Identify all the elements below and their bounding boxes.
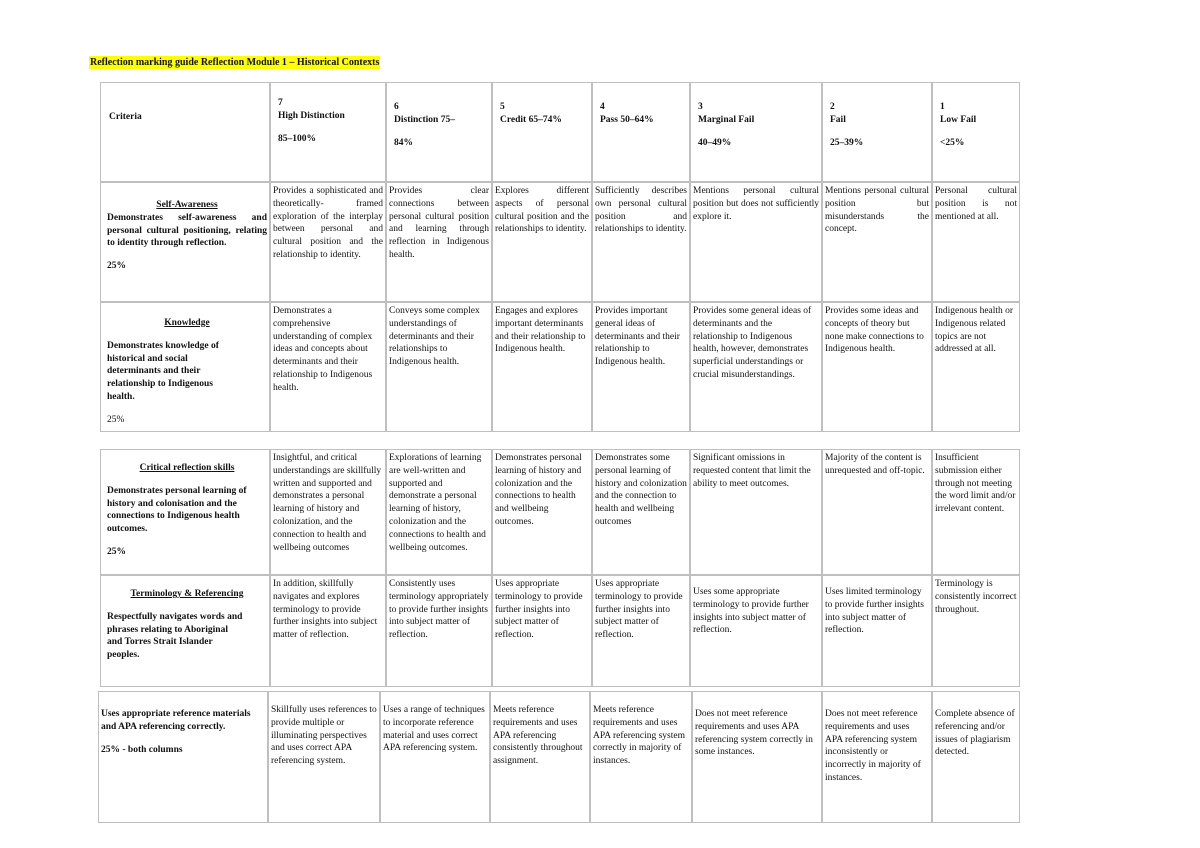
grade-range: 40–49% [698,137,732,148]
rubric-cell: Provides a sophisticated and theoretically- framed exploration of the interplay between personal and cultural position and the relationship to identity. [270,182,386,302]
rubric-cell: Uses a range of techniques to incorporate reference material and uses correct APA referencing system. [380,691,490,823]
criteria-row-critical-reflection [100,449,1020,575]
rubric-cell: Uses limited terminology to provide further insights into subject matter of reflection. [822,575,932,687]
rubric-cell: Uses appropriate terminology to provide further insights into subject matter of reflection. [492,575,592,687]
grade-header [690,82,822,182]
criteria-row-self-awareness [100,182,1020,302]
rubric-cell: Provides clear connections between personal cultural position and learning through reflection in Indigenous health. [386,182,492,302]
grade-header [492,82,592,182]
grade-name: Low Fail [940,114,977,125]
rubric-cell: Uses appropriate terminology to provide further insights into subject matter of reflection. [592,575,690,687]
rubric-table-1 [100,82,1020,432]
rubric-cell: Terminology is consistently incorrect throughout. [932,575,1020,687]
grade-num: 2 [830,102,835,112]
grade-name: Distinction 75– [394,114,455,125]
rubric-cell: Uses some appropriate terminology to provide further insights into subject matter of reflection. [690,575,822,687]
rubric-cell: Demonstrates a comprehensive understanding of complex ideas and concepts about determinants and their relationship to Indigenous health. [270,302,386,432]
criteria-cell [98,691,268,823]
rubric-cell: Does not meet reference requirements and uses APA referencing system inconsistently or incorrectly in majority of instances. [822,691,932,823]
rubric-cell: Demonstrates some personal learning of history and colonization and the connection to health and wellbeing outcomes [592,449,690,575]
grade-name: High Distinction [278,110,345,121]
criteria-description: Demonstrates knowledge of historical and social determinants and their relationship to Indigenous health. [107,340,219,402]
rubric-cell: Significant omissions in requested content that limit the ability to meet outcomes. [690,449,822,575]
grade-name: Marginal Fail [698,114,755,125]
criteria-description: Uses appropriate reference materials and APA referencing correctly. [101,709,251,732]
rubric-cell: Insufficient submission either through not meeting the word limit and/or irrelevant content. [932,449,1020,575]
rubric-cell: Does not meet reference requirements and uses APA referencing system correctly in some instances. [692,691,822,823]
criteria-row-knowledge [100,302,1020,432]
grade-num: 5 [500,102,505,112]
grade-name: Fail [830,114,846,125]
criteria-weight: 25% [107,414,125,425]
criteria-header [100,82,270,182]
rubric-table-3 [98,691,1020,823]
document-title: Reflection marking guide Reflection Module 1 – Historical Contexts [90,57,380,68]
rubric-cell: Indigenous health or Indigenous related topics are not addressed at all. [932,302,1020,432]
rubric-cell: Provides some ideas and concepts of theory but none make connections to Indigenous health. [822,302,932,432]
rubric-cell: Demonstrates personal learning of history and colonization and the connections to health and wellbeing outcomes. [492,449,592,575]
criteria-weight: 25% [107,546,126,557]
rubric-cell: Insightful, and critical understandings are skillfully written and supported and demonstrates a personal learning of history and colonization, and the connection to health and wellbeing outcomes [270,449,386,575]
rubric-cell: Personal cultural position is not mentioned at all. [932,182,1020,302]
grade-num: 6 [394,102,399,112]
grade-range: 25–39% [830,137,864,148]
grade-num: 7 [278,98,283,108]
grade-name: Credit 65–74% [500,114,562,125]
criteria-row-referencing [98,691,1020,823]
criteria-description: Respectfully navigates words and phrases relating to Aboriginal and Torres Strait Islander peoples. [107,611,243,661]
criteria-title: Self-Awareness [156,200,218,210]
criteria-cell [100,182,270,302]
rubric-cell: Provides important general ideas of determinants and their relationship to Indigenous health. [592,302,690,432]
rubric-cell: In addition, skillfully navigates and explores terminology to provide further insights into subject matter of reflection. [270,575,386,687]
rubric-cell: Sufficiently describes own personal cultural position and relationships to identity. [592,182,690,302]
rubric-cell: Meets reference requirements and uses APA referencing consistently throughout assignment. [490,691,590,823]
grade-range: 84% [394,137,413,148]
criteria-cell [100,575,270,687]
criteria-label: Criteria [109,112,142,122]
rubric-cell: Complete absence of referencing and/or issues of plagiarism detected. [932,691,1020,823]
criteria-row-terminology [100,575,1020,687]
grade-num: 3 [698,102,703,112]
rubric-cell: Meets reference requirements and uses APA referencing system correctly in majority of instances. [590,691,692,823]
grade-num: 1 [940,102,945,112]
rubric-cell: Mentions personal cultural position but does not sufficiently explore it. [690,182,822,302]
criteria-title: Critical reflection skills [139,463,235,473]
rubric-cell: Skillfully uses references to provide multiple or illuminating perspectives and uses correct APA referencing system. [268,691,380,823]
grade-name: Pass 50–64% [600,114,654,125]
grade-header [270,82,386,182]
rubric-cell: Consistently uses terminology appropriately to provide further insights into subject matter of reflection. [386,575,492,687]
criteria-cell [100,302,270,432]
rubric-table-2 [100,449,1020,687]
rubric-cell: Explores different aspects of personal cultural position and the relationships to identity. [492,182,592,302]
header-row [100,82,1020,182]
rubric-cell: Provides some general ideas of determinants and the relationship to Indigenous health, however, demonstrates superficial understandings or crucial misunderstandings. [690,302,822,432]
rubric-cell: Conveys some complex understandings of determinants and their relationships to Indigenous health. [386,302,492,432]
grade-header [386,82,492,182]
rubric-cell: Explorations of learning are well-written and supported and demonstrate a personal learning of history, colonization and the connections to health and wellbeing outcomes. [386,449,492,575]
criteria-title: Terminology & Referencing [130,589,244,599]
grade-range: 85–100% [278,133,316,144]
rubric-cell: Majority of the content is unrequested and off-topic. [822,449,932,575]
grade-num: 4 [600,102,605,112]
grade-header [592,82,690,182]
grade-header [822,82,932,182]
rubric-cell: Engages and explores important determinants and their relationship to Indigenous health. [492,302,592,432]
criteria-cell [100,449,270,575]
grade-header [932,82,1020,182]
grade-range: <25% [940,137,965,148]
rubric-cell: Mentions personal cultural position but misunderstands the concept. [822,182,932,302]
criteria-weight: 25% [107,261,126,272]
criteria-description: Demonstrates personal learning of history and colonisation and the connections to Indigenous health outcomes. [107,485,247,535]
criteria-title: Knowledge [164,318,210,328]
criteria-description: Demonstrates self-awareness and personal cultural positioning, relating to identity through reflection. [107,212,267,249]
criteria-weight: 25% - both columns [101,744,183,755]
